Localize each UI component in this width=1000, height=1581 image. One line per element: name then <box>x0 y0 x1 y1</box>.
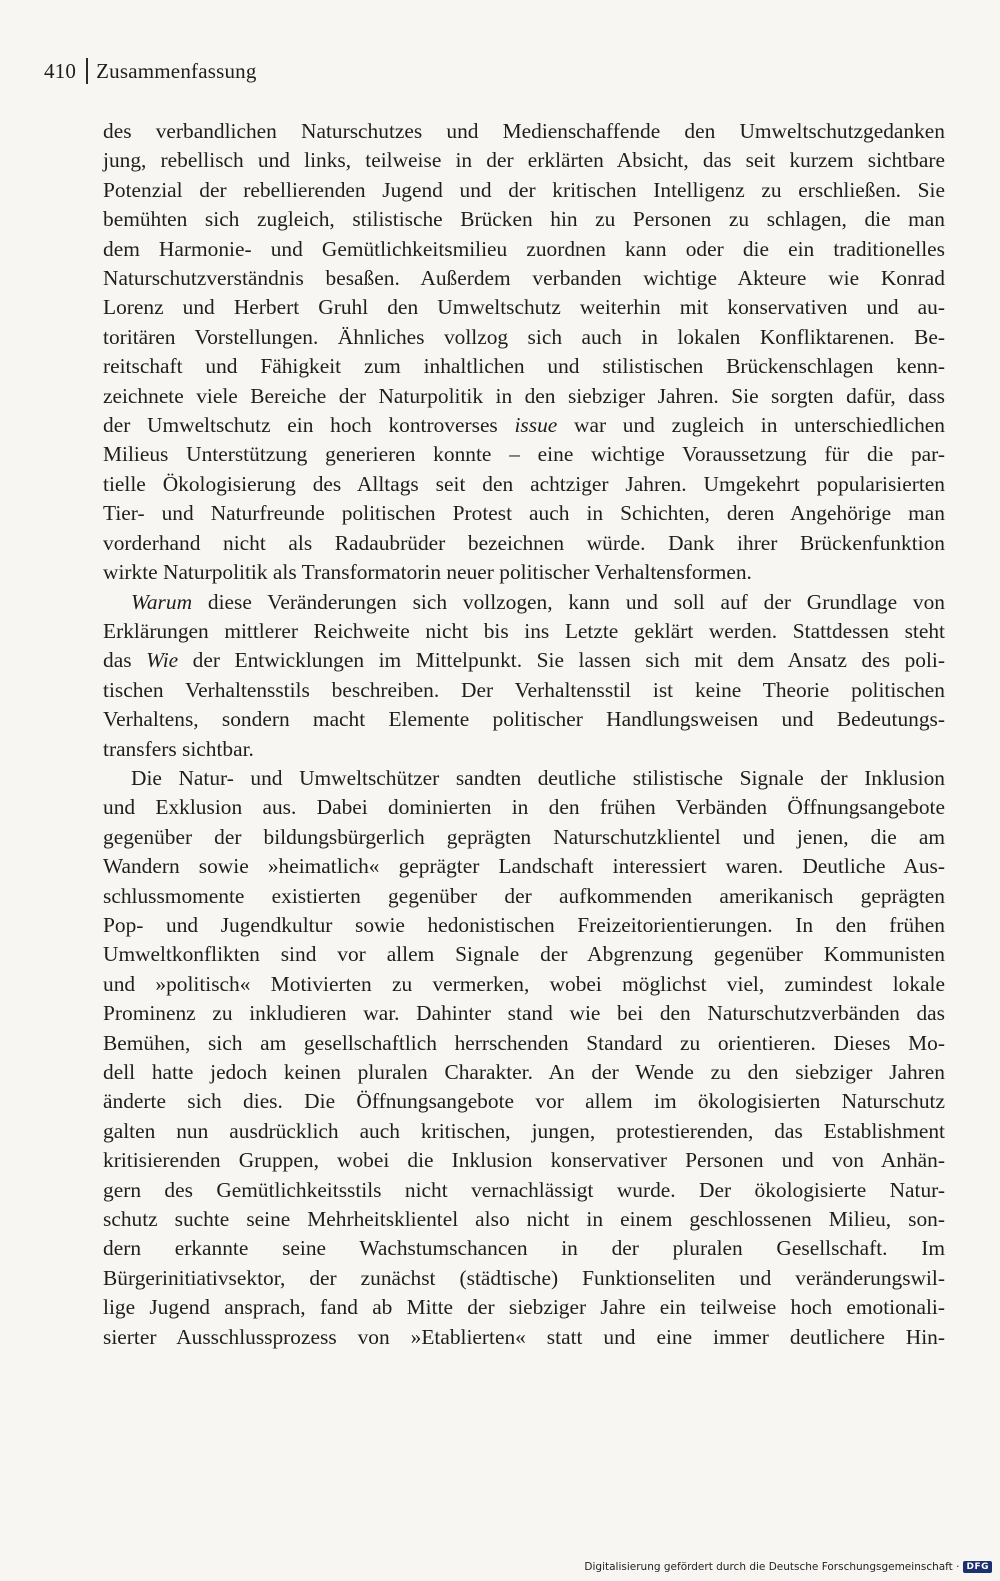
text-line: schlussmomente existierten gegenüber der aufkommenden amerikanisch geprägten <box>103 883 945 908</box>
text-line: Erklärungen mittlerer Reichweite nicht bis ins Letzte geklärt werden. Stattdessen steht <box>103 618 945 643</box>
text-line: dem Harmonie- und Gemütlichkeitsmilieu zuordnen kann oder die ein traditionelles <box>103 236 945 261</box>
text-line: Bürgerinitiativsektor, der zunächst (städtische) Funktionseliten und veränderungswil- <box>103 1265 945 1290</box>
dfg-logo: DFG <box>963 1561 992 1573</box>
text-line: tischen Verhaltensstils beschreiben. Der Verhaltensstil ist keine Theorie politischen <box>103 677 945 702</box>
text-line: dern erkannte seine Wachstumschancen in der pluralen Gesellschaft. Im <box>103 1236 945 1261</box>
emphasis: Warum <box>131 589 193 614</box>
text-line: Milieus Unterstützung generieren konnte – eine wichtige Voraussetzung für die par- <box>103 442 945 467</box>
text-line: Lorenz und Herbert Gruhl den Umweltschutz weiterhin mit konservativen und au- <box>103 295 945 320</box>
text-line: Warum diese Veränderungen sich vollzogen, kann und soll auf der Grundlage von <box>131 589 945 614</box>
text-line: schutz suchte seine Mehrheitsklientel also nicht in einem geschlossenen Milieu, son- <box>103 1207 945 1232</box>
header-divider <box>86 58 88 84</box>
emphasis: Wie <box>146 648 179 673</box>
text-line: der Umweltschutz ein hoch kontroverses issue war und zugleich in unterschiedlichen <box>103 413 945 438</box>
body-text <box>103 117 945 1352</box>
text-line: Die Natur- und Umweltschützer sandten deutliche stilistische Signale der Inklusion <box>131 765 945 790</box>
running-title: Zusammenfassung <box>96 58 257 83</box>
text-line: Umweltkonflikten sind vor allem Signale der Abgrenzung gegenüber Kommunisten <box>103 942 945 967</box>
text-line: Pop- und Jugendkultur sowie hedonistischen Freizeitorientierungen. In den frühen <box>103 912 945 937</box>
text-line: toritären Vorstellungen. Ähnliches vollzog sich auch in lokalen Konfliktarenen. Be- <box>103 324 945 349</box>
text-line: dell hatte jedoch keinen pluralen Charakter. An der Wende zu den siebziger Jahren <box>103 1060 945 1084</box>
emphasis: issue <box>514 413 558 438</box>
text-line: des verbandlichen Naturschutzes und Medienschaffende den Umweltschutzgedanken <box>103 119 945 143</box>
paragraph <box>103 588 945 764</box>
text-line: Naturschutzverständnis besaßen. Außerdem verbanden wichtige Akteure wie Konrad <box>103 266 945 291</box>
page-number: 410 <box>44 58 77 83</box>
text-line: änderte sich dies. Die Öffnungsangebote vor allem im ökologisierten Naturschutz <box>103 1089 945 1114</box>
text-line: reitschaft und Fähigkeit zum inhaltlichen und stilistischen Brückenschlagen kenn- <box>103 354 945 379</box>
text-line: bemühten sich zugleich, stilistische Brücken hin zu Personen zu schlagen, die man <box>103 207 945 232</box>
text-line: Wandern sowie »heimatlich« geprägter Landschaft interessiert waren. Deutliche Aus- <box>103 854 945 879</box>
credit-text: Digitalisierung gefördert durch die Deutsche Forschungsgemeinschaft · <box>584 1561 960 1573</box>
text-line: gern des Gemütlichkeitsstils nicht vernachlässigt wurde. Der ökologisierte Natur- <box>103 1177 945 1202</box>
text-line: Tier- und Naturfreunde politischen Protest auch in Schichten, deren Angehörige man <box>103 501 945 526</box>
text-line: vorderhand nicht als Radaubrüder bezeichnen würde. Dank ihrer Brückenfunktion <box>103 530 945 555</box>
running-head <box>44 56 257 86</box>
text-line: kritisierenden Gruppen, wobei die Inklusion konservativer Personen und von Anhän- <box>103 1148 945 1173</box>
text-line: galten nun ausdrücklich auch kritischen, jungen, protestierenden, das Establishment <box>103 1118 945 1143</box>
text-line: jung, rebellisch und links, teilweise in der erklärten Absicht, das seit kurzem sichtbare <box>103 148 945 173</box>
text-line: und »politisch« Motivierten zu vermerken, wobei möglichst viel, zumindest lokale <box>103 971 945 996</box>
text-line: Prominenz zu inkludieren war. Dahinter stand wie bei den Naturschutzverbänden das <box>103 1001 945 1026</box>
text-line: tielle Ökologisierung des Alltags seit den achtziger Jahren. Umgekehrt popularisierten <box>103 471 945 496</box>
text-line: Verhaltens, sondern macht Elemente politischer Handlungsweisen und Bedeutungs- <box>103 707 945 732</box>
text-line: sierter Ausschlussprozess von »Etablierten« statt und eine immer deutlichere Hin- <box>103 1324 945 1349</box>
paragraph <box>103 764 945 1352</box>
text-line: Potenzial der rebellierenden Jugend und der kritischen Intelligenz zu erschließen. Sie <box>103 177 945 202</box>
text-line: zeichnete viele Bereiche der Naturpolitik in den siebziger Jahren. Sie sorgten dafür, dass <box>103 383 945 408</box>
text-line: gegenüber der bildungsbürgerlich geprägten Naturschutzklientel und jenen, die am <box>103 824 945 849</box>
paragraph <box>103 117 945 588</box>
digitization-credit <box>584 1561 992 1573</box>
text-line: wirkte Naturpolitik als Transformatorin neuer politischer Verhaltensformen. <box>103 560 752 585</box>
text-line: das Wie der Entwicklungen im Mittelpunkt. Sie lassen sich mit dem Ansatz des poli- <box>103 648 945 673</box>
text-line: Bemühen, sich am gesellschaftlich herrschenden Standard zu orientieren. Dieses Mo- <box>103 1030 945 1055</box>
text-line: lige Jugend ansprach, fand ab Mitte der siebziger Jahre ein teilweise hoch emotionali- <box>103 1295 945 1320</box>
text-line: transfers sichtbar. <box>103 736 254 761</box>
text-line: und Exklusion aus. Dabei dominierten in den frühen Verbänden Öffnungsangebote <box>103 795 945 820</box>
